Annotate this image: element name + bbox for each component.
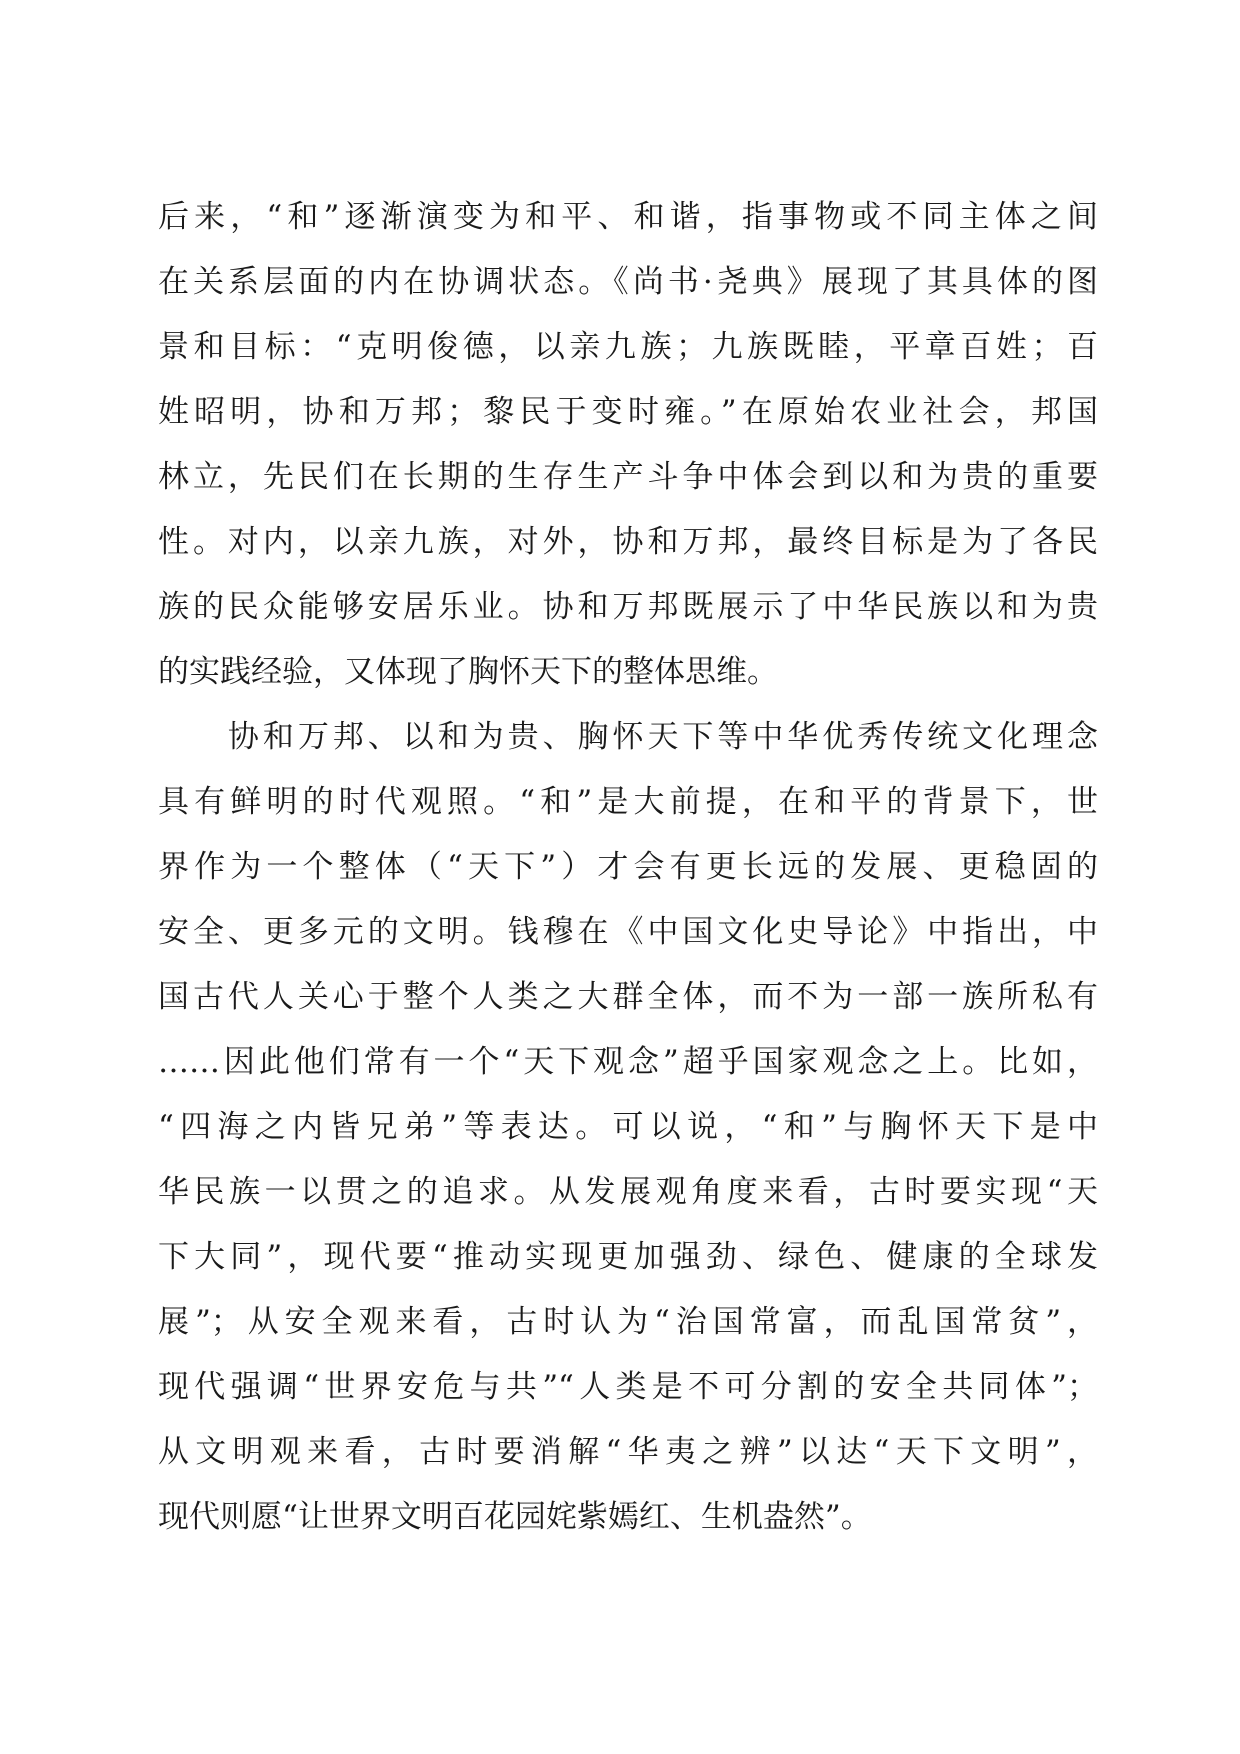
paragraph-1-line: 的实践经验，又体现了胸怀天下的整体思维。 [158,654,778,690]
paragraph-2-line: ……因此他们常有一个“天下观念”超乎国家观念之上。比如， [158,1044,1098,1080]
paragraph-2-line: 具有鲜明的时代观照。“和”是大前提，在和平的背景下，世 [158,784,1098,820]
paragraph-1-line: 在关系层面的内在协调状态。《尚书·尧典》展现了其具体的图 [158,264,1098,300]
paragraph-2-line: 安全、更多元的文明。钱穆在《中国文化史导论》中指出，中 [158,914,1098,950]
paragraph-2-line: “四海之内皆兄弟”等表达。可以说，“和”与胸怀天下是中 [158,1109,1098,1145]
body-text [158,185,1098,1550]
paragraph-2-line: 现代则愿“让世界文明百花园姹紫嫣红、生机盎然”。 [158,1499,872,1535]
paragraph-2-line: 下大同”，现代要“推动实现更加强劲、绿色、健康的全球发 [158,1239,1098,1275]
paragraph-2-line: 界作为一个整体（“天下”）才会有更长远的发展、更稳固的 [158,849,1098,885]
paragraph-2-line: 华民族一以贯之的追求。从发展观角度来看，古时要实现“天 [158,1174,1098,1210]
paragraph-2-line: 国古代人关心于整个人类之大群全体，而不为一部一族所私有 [158,979,1098,1015]
paragraph-2-line: 从文明观来看，古时要消解“华夷之辨”以达“天下文明”， [158,1434,1098,1470]
paragraph-1-line: 景和目标：“克明俊德，以亲九族；九族既睦，平章百姓；百 [158,329,1098,365]
paragraph-1-line: 性。对内，以亲九族，对外，协和万邦，最终目标是为了各民 [158,524,1098,560]
paragraph-1-line: 族的民众能够安居乐业。协和万邦既展示了中华民族以和为贵 [158,589,1098,625]
paragraph-2-line: 展”；从安全观来看，古时认为“治国常富，而乱国常贫”， [158,1304,1098,1340]
paragraph-1-line: 姓昭明，协和万邦；黎民于变时雍。”在原始农业社会，邦国 [158,394,1098,430]
paragraph-1-line: 林立，先民们在长期的生存生产斗争中体会到以和为贵的重要 [158,459,1098,495]
paragraph-2-line: 协和万邦、以和为贵、胸怀天下等中华优秀传统文化理念 [158,719,1098,755]
paragraph-1-line: 后来，“和”逐渐演变为和平、和谐，指事物或不同主体之间 [158,199,1098,235]
paragraph-2-line: 现代强调“世界安危与共”“人类是不可分割的安全共同体”； [158,1369,1098,1405]
